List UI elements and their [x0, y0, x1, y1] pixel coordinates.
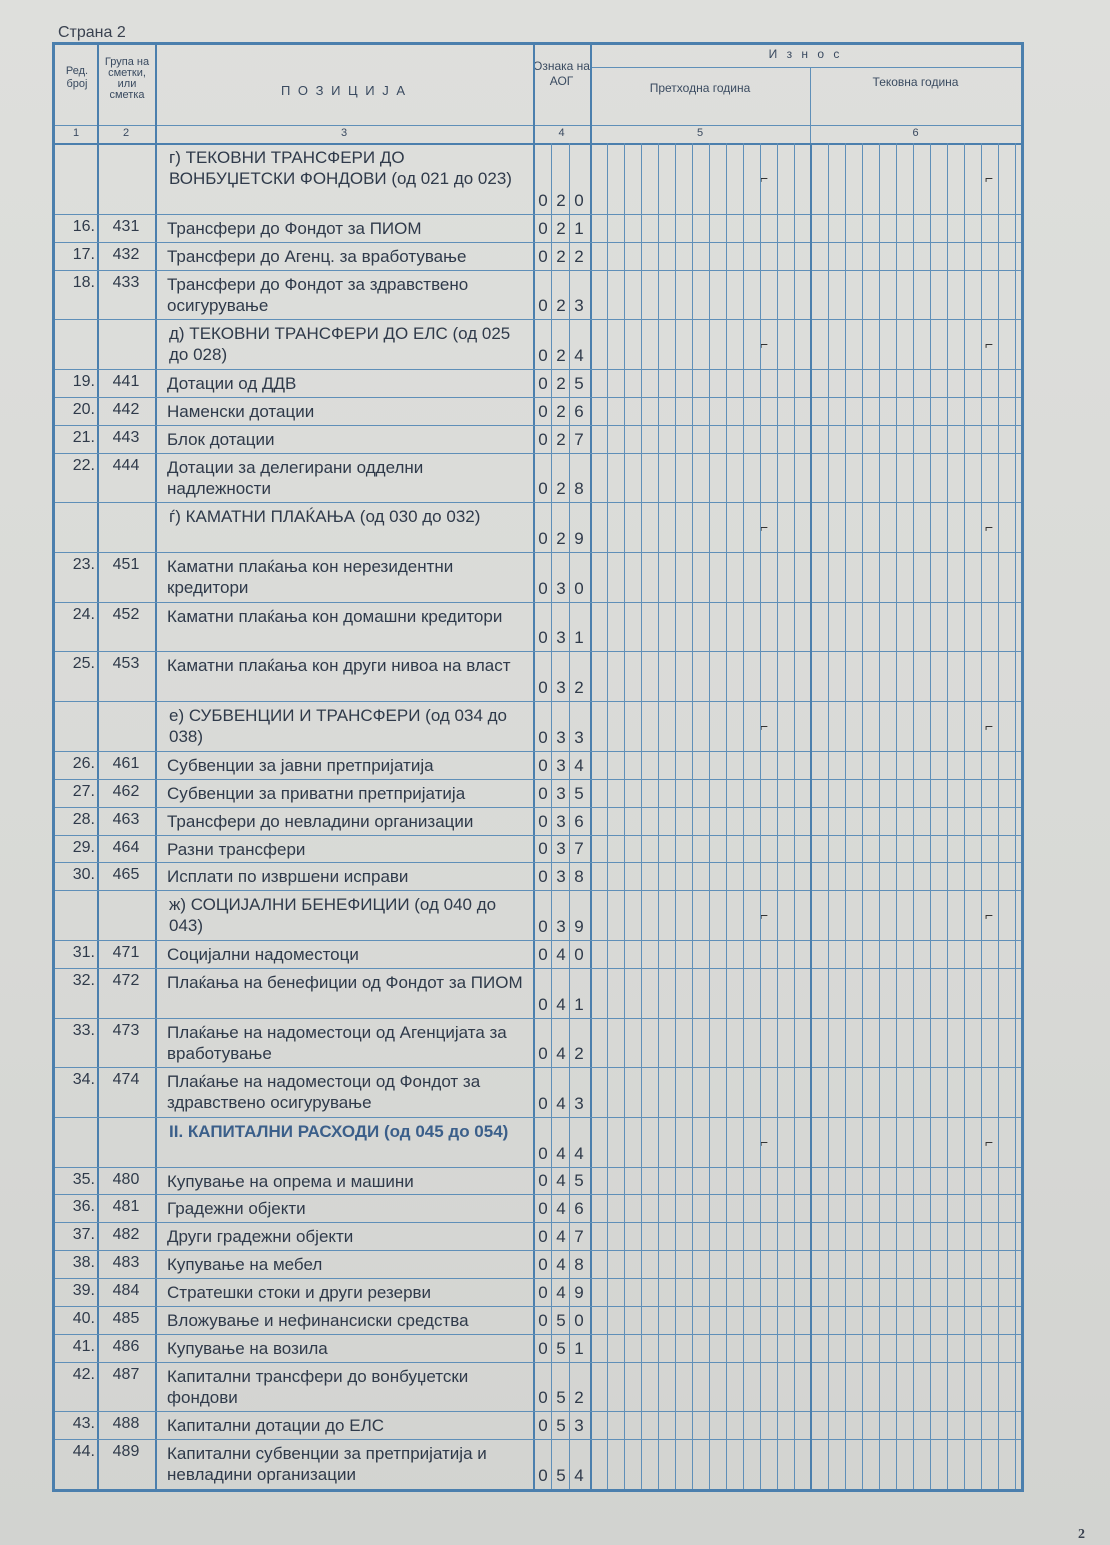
- position-label: Други градежни објекти: [167, 1227, 354, 1247]
- aog-digit: 0: [538, 246, 548, 266]
- row-divider: [55, 552, 1021, 553]
- aog-digit: 9: [574, 916, 584, 936]
- aog-digit: 3: [556, 628, 566, 648]
- row-divider: [55, 1018, 1021, 1019]
- position-label: Наменски дотации: [167, 401, 315, 421]
- aog-digit: 0: [538, 373, 548, 393]
- aog-digit: 2: [574, 246, 584, 266]
- aog-digit: 2: [574, 1388, 584, 1408]
- position-label: Купување на возила: [167, 1338, 328, 1358]
- column-divider: [155, 45, 157, 1489]
- header-tekovna: Тековна година: [872, 75, 959, 89]
- account-group: 487: [112, 1365, 140, 1383]
- row-divider: [55, 1362, 1021, 1363]
- amount-digit-divider: [743, 143, 744, 1489]
- aog-digit: 2: [556, 218, 566, 238]
- aog-digit: 3: [574, 727, 584, 747]
- row-divider: [55, 1278, 1021, 1279]
- aog-digit: 0: [538, 479, 548, 499]
- position-label: Субвенции за приватни претпријатија: [167, 783, 466, 803]
- amount-mark: ⌐: [760, 718, 769, 734]
- aog-digit: 9: [574, 529, 584, 549]
- aog-digit: 0: [538, 994, 548, 1014]
- aog-digit: 4: [556, 1199, 566, 1219]
- row-number: 33.: [72, 1021, 95, 1039]
- account-group: 486: [112, 1337, 140, 1355]
- account-group: 485: [112, 1309, 140, 1327]
- account-group: 488: [112, 1415, 140, 1433]
- row-number: 28.: [72, 810, 95, 828]
- aog-digit: 3: [556, 811, 566, 831]
- aog-digit: 0: [538, 628, 548, 648]
- row-divider: [55, 397, 1021, 398]
- position-label: Капитални трансфери до вонбуџетски фондови: [167, 1366, 469, 1407]
- position-label: Дотации за делегирани одделни надлежности: [167, 457, 424, 498]
- account-group: 441: [112, 373, 140, 391]
- row-divider: [55, 1067, 1021, 1068]
- account-group: 433: [112, 273, 140, 291]
- aog-digit: 6: [574, 401, 584, 421]
- account-group: 484: [112, 1282, 140, 1300]
- amount-mark: ⌐: [760, 336, 769, 353]
- row-divider: [55, 1222, 1021, 1223]
- aog-digit: 0: [574, 190, 584, 210]
- aog-digit: 5: [574, 1171, 584, 1191]
- amount-digit-divider: [726, 143, 727, 1489]
- row-number: 42.: [72, 1365, 95, 1383]
- account-group: 452: [112, 605, 140, 623]
- position-label: Каматни плаќања кон домашни кредитори: [167, 606, 503, 626]
- aog-digit: 4: [574, 755, 584, 775]
- row-number: 25.: [72, 655, 95, 673]
- aog-digit: 1: [574, 994, 584, 1014]
- position-label: Блок дотации: [167, 429, 275, 449]
- aog-digit: 2: [556, 479, 566, 499]
- row-divider: [55, 502, 1021, 503]
- amount-digit-divider: [913, 143, 914, 1489]
- aog-digit: 3: [556, 755, 566, 775]
- aog-digit: 0: [538, 429, 548, 449]
- row-number: 20.: [72, 400, 95, 418]
- row-divider: [55, 369, 1021, 370]
- aog-digit: 0: [538, 755, 548, 775]
- aog-digit: 3: [574, 296, 584, 316]
- account-group: 443: [112, 428, 140, 446]
- aog-digit: 0: [538, 811, 548, 831]
- aog-digit: 4: [556, 1255, 566, 1275]
- amount-mark: ⌐: [985, 170, 994, 187]
- row-divider: [55, 751, 1021, 752]
- position-label: Социјални надоместоци: [167, 944, 359, 964]
- position-label: Капитални субвенции за претпријатија и невладини организации: [167, 1444, 487, 1485]
- account-group: 444: [112, 456, 140, 474]
- amount-digit-divider: [964, 143, 965, 1489]
- row-number: 18.: [72, 273, 95, 291]
- aog-digit: 6: [574, 1199, 584, 1219]
- aog-digit: 4: [556, 1282, 566, 1302]
- header-oznaka: Ознака на АОГ: [533, 59, 590, 88]
- position-label: Стратешки стоки и други резерви: [167, 1283, 432, 1303]
- aog-digit: 9: [574, 1282, 584, 1302]
- amount-digit-divider: [930, 143, 931, 1489]
- section-heading: г) ТЕКОВНИ ТРАНСФЕРИ ДО ВОНБУЏЕТСКИ ФОНДОВИ (од 021 до 023): [169, 148, 512, 188]
- row-divider: [55, 807, 1021, 808]
- year-divider-header: [810, 67, 811, 143]
- aog-digit: 0: [538, 783, 548, 803]
- column-number-2: 2: [122, 127, 130, 139]
- amount-digit-divider: [947, 143, 948, 1489]
- amount-digit-divider: [641, 143, 642, 1489]
- position-label: Купување на мебел: [167, 1255, 323, 1275]
- row-number: 26.: [72, 754, 95, 772]
- account-group: 472: [112, 971, 140, 989]
- aog-digit: 4: [556, 994, 566, 1014]
- account-group: 489: [112, 1443, 140, 1461]
- column-number-3: 3: [340, 127, 348, 139]
- amount-digit-divider: [998, 143, 999, 1489]
- aog-digit: 0: [538, 678, 548, 698]
- amount-digit-divider: [896, 143, 897, 1489]
- position-label: Каматни плаќања кон нерезидентни кредитори: [167, 557, 454, 598]
- row-divider: [55, 425, 1021, 426]
- row-divider: [55, 779, 1021, 780]
- aog-digit: 0: [538, 839, 548, 859]
- aog-digit: 3: [574, 1093, 584, 1113]
- aog-digit: 7: [574, 429, 584, 449]
- row-number: 44.: [72, 1443, 95, 1461]
- aog-digit: 0: [538, 1416, 548, 1436]
- row-divider: [55, 1194, 1021, 1195]
- position-label: Трансфери до Агенц. за вработување: [167, 246, 467, 266]
- aog-digit: 0: [538, 218, 548, 238]
- amount-digit-divider: [794, 143, 795, 1489]
- aog-digit: 2: [574, 678, 584, 698]
- position-label: Капитални дотации до ЕЛС: [167, 1416, 385, 1436]
- header-grupa: Група на сметки, или сметка: [104, 56, 150, 101]
- aog-digit: 4: [556, 944, 566, 964]
- aog-digit: 2: [556, 190, 566, 210]
- aog-digit: 5: [574, 373, 584, 393]
- aog-digit: 0: [538, 1044, 548, 1064]
- account-group: 471: [112, 943, 140, 961]
- row-divider: [55, 1167, 1021, 1168]
- position-label: Плаќања на бенефиции од Фондот за ПИОМ: [167, 972, 523, 992]
- row-number: 19.: [72, 373, 95, 391]
- row-divider: [55, 270, 1021, 271]
- aog-digit: 6: [574, 811, 584, 831]
- aog-digit: 2: [556, 246, 566, 266]
- amount-mark: ⌐: [760, 907, 769, 924]
- row-number: 37.: [72, 1226, 95, 1244]
- amount-digit-divider: [879, 143, 880, 1489]
- row-number: 24.: [72, 605, 95, 623]
- section-heading: ѓ) КАМАТНИ ПЛАЌАЊА (од 030 до 032): [169, 507, 481, 527]
- aog-digit: 0: [538, 529, 548, 549]
- amount-digit-divider: [675, 143, 676, 1489]
- position-label: Трансфери до Фондот за ПИОМ: [167, 218, 422, 238]
- account-group: 483: [112, 1254, 140, 1272]
- account-group: 464: [112, 838, 140, 856]
- page-label: Страна 2: [58, 24, 126, 41]
- row-number: 32.: [72, 971, 95, 989]
- row-divider: [55, 319, 1021, 320]
- amount-digit-divider: [845, 143, 846, 1489]
- row-number: 43.: [72, 1415, 95, 1433]
- aog-digit: 8: [574, 867, 584, 887]
- aog-digit: 0: [538, 1282, 548, 1302]
- aog-digit: 5: [556, 1416, 566, 1436]
- aog-digit: 4: [574, 1466, 584, 1485]
- header-number-divider: [55, 125, 1021, 126]
- aog-digit: 0: [538, 1227, 548, 1247]
- row-divider: [55, 1250, 1021, 1251]
- row-divider: [55, 968, 1021, 969]
- amount-digit-divider: [692, 143, 693, 1489]
- aog-digit: 0: [538, 916, 548, 936]
- page-number: 2: [1078, 1527, 1085, 1542]
- amount-digit-divider: [624, 143, 625, 1489]
- position-label: Дотации од ДДВ: [167, 374, 297, 394]
- account-group: 482: [112, 1226, 140, 1244]
- aog-digit: 2: [556, 529, 566, 549]
- aog-digit: 0: [538, 1199, 548, 1219]
- amount-digit-divider: [1015, 143, 1016, 1489]
- position-label: Трансфери до Фондот за здравствено осигурување: [167, 274, 469, 315]
- account-group: 461: [112, 754, 140, 772]
- aog-digit: 3: [574, 1416, 584, 1436]
- header-iznos: И з н о с: [768, 47, 843, 61]
- aog-digit: 2: [556, 373, 566, 393]
- aog-digit: 0: [538, 296, 548, 316]
- row-divider: [55, 835, 1021, 836]
- row-number: 38.: [72, 1254, 95, 1272]
- aog-digit: 0: [538, 1338, 548, 1358]
- aog-digit: 0: [538, 401, 548, 421]
- section-heading: II. КАПИТАЛНИ РАСХОДИ (од 045 до 054): [169, 1121, 509, 1141]
- aog-digit: 7: [574, 839, 584, 859]
- position-label: Исплати по извршени исправи: [167, 867, 409, 887]
- year-divider: [810, 143, 812, 1489]
- row-divider: [55, 453, 1021, 454]
- amount-digit-divider: [760, 143, 761, 1489]
- position-label: Субвенции за јавни претпријатија: [167, 755, 434, 775]
- aog-digit: 3: [556, 678, 566, 698]
- account-group: 481: [112, 1198, 140, 1216]
- aog-digit: 0: [538, 578, 548, 598]
- amount-mark: ⌐: [985, 718, 994, 734]
- aog-digit: 0: [538, 1310, 548, 1330]
- aog-digit: 0: [538, 346, 548, 366]
- section-heading: е) СУБВЕНЦИИ И ТРАНСФЕРИ (од 034 до 038): [169, 706, 508, 747]
- position-label: Трансфери до невладини организации: [167, 811, 474, 831]
- header-red-broj: Ред. број: [65, 65, 89, 90]
- amount-mark: ⌐: [985, 336, 994, 353]
- header-pozicija: П О З И Ц И Ј А: [280, 83, 408, 98]
- aog-digit: 4: [556, 1171, 566, 1191]
- account-group: 463: [112, 810, 140, 828]
- position-label: Купување на опрема и машини: [167, 1171, 414, 1191]
- row-number: 27.: [72, 782, 95, 800]
- aog-digit: 0: [538, 1466, 548, 1485]
- aog-digit-divider: [551, 143, 552, 1489]
- row-number: 16.: [72, 217, 95, 235]
- aog-digit: 3: [556, 578, 566, 598]
- row-number: 23.: [72, 556, 95, 574]
- aog-digit: 5: [556, 1338, 566, 1358]
- amount-mark: ⌐: [985, 1133, 994, 1150]
- account-group: 473: [112, 1021, 140, 1039]
- aog-digit: 0: [538, 1171, 548, 1191]
- amount-mark: ⌐: [985, 907, 994, 924]
- row-divider: [55, 1411, 1021, 1412]
- aog-digit: 2: [556, 429, 566, 449]
- aog-digit: 0: [538, 190, 548, 210]
- column-number-5: 5: [696, 127, 704, 139]
- section-heading: ж) СОЦИЈАЛНИ БЕНЕФИЦИИ (од 040 до 043): [169, 895, 497, 936]
- account-group: 480: [112, 1170, 140, 1188]
- amount-digit-divider: [658, 143, 659, 1489]
- aog-digit: 7: [574, 1227, 584, 1247]
- position-label: Плаќање на надоместоци од Фондот за здравствено осигурување: [167, 1072, 481, 1113]
- account-group: 451: [112, 556, 140, 574]
- aog-digit-divider: [569, 143, 570, 1489]
- row-divider: [55, 602, 1021, 603]
- aog-digit: 8: [574, 479, 584, 499]
- row-divider: [55, 1117, 1021, 1118]
- aog-digit: 0: [538, 1093, 548, 1113]
- aog-digit: 4: [556, 1227, 566, 1247]
- aog-digit: 0: [574, 1310, 584, 1330]
- aog-digit: 1: [574, 628, 584, 648]
- row-number: 36.: [72, 1198, 95, 1216]
- account-group: 432: [112, 245, 140, 263]
- aog-digit: 3: [556, 916, 566, 936]
- row-divider: [55, 242, 1021, 243]
- amount-digit-divider: [828, 143, 829, 1489]
- account-group: 462: [112, 782, 140, 800]
- amount-mark: ⌐: [760, 1133, 769, 1150]
- account-group: 465: [112, 866, 140, 884]
- amount-mark: ⌐: [985, 519, 994, 536]
- aog-digit: 4: [556, 1143, 566, 1163]
- aog-digit: 5: [574, 783, 584, 803]
- row-number: 17.: [72, 245, 95, 263]
- aog-digit: 3: [556, 783, 566, 803]
- position-label: Градежни објекти: [167, 1199, 306, 1219]
- amount-digit-divider: [709, 143, 710, 1489]
- header-prethodna: Претходна година: [649, 81, 751, 95]
- aog-digit: 3: [556, 867, 566, 887]
- row-number: 34.: [72, 1071, 95, 1089]
- row-number: 39.: [72, 1282, 95, 1300]
- aog-digit: 4: [556, 1044, 566, 1064]
- aog-digit: 2: [556, 296, 566, 316]
- iznos-divider: [590, 67, 1021, 68]
- section-heading: д) ТЕКОВНИ ТРАНСФЕРИ ДО ЕЛС (од 025 до 028): [169, 324, 511, 365]
- expense-form-table: [52, 42, 1024, 1492]
- amount-digit-divider: [607, 143, 608, 1489]
- row-number: 35.: [72, 1170, 95, 1188]
- aog-digit: 1: [574, 1338, 584, 1358]
- aog-digit: 5: [556, 1466, 566, 1485]
- column-divider: [590, 45, 592, 1489]
- row-number: 40.: [72, 1309, 95, 1327]
- amount-digit-divider: [777, 143, 778, 1489]
- column-number-1: 1: [72, 127, 80, 139]
- aog-digit: 0: [538, 1143, 548, 1163]
- aog-digit: 0: [538, 944, 548, 964]
- position-label: Плаќање на надоместоци од Агенцијата за вработување: [167, 1022, 507, 1063]
- row-divider: [55, 1306, 1021, 1307]
- aog-digit: 0: [538, 1255, 548, 1275]
- row-divider: [55, 862, 1021, 863]
- aog-digit: 0: [574, 944, 584, 964]
- column-number-6: 6: [912, 127, 919, 139]
- row-number: 22.: [72, 456, 95, 474]
- row-number: 29.: [72, 838, 95, 856]
- position-label: Каматни плаќања кон други нивоа на власт: [167, 656, 511, 676]
- column-number-4: 4: [558, 127, 565, 139]
- row-divider: [55, 940, 1021, 941]
- row-divider: [55, 651, 1021, 652]
- aog-digit: 4: [574, 346, 584, 366]
- row-number: 30.: [72, 866, 95, 884]
- position-label: Разни трансфери: [167, 839, 306, 859]
- row-divider: [55, 1439, 1021, 1440]
- aog-digit: 4: [574, 1143, 584, 1163]
- amount-mark: ⌐: [760, 170, 769, 187]
- aog-digit: 8: [574, 1255, 584, 1275]
- row-divider: [55, 214, 1021, 215]
- aog-digit: 5: [556, 1310, 566, 1330]
- row-divider: [55, 890, 1021, 891]
- amount-mark: ⌐: [760, 519, 769, 536]
- amount-digit-divider: [981, 143, 982, 1489]
- row-number: 31.: [72, 943, 95, 961]
- aog-digit: 1: [574, 218, 584, 238]
- aog-digit: 2: [556, 401, 566, 421]
- aog-digit: 2: [556, 346, 566, 366]
- position-label: Вложување и нефинансиски средства: [167, 1310, 469, 1330]
- account-group: 474: [112, 1071, 140, 1089]
- aog-digit: 5: [556, 1388, 566, 1408]
- account-group: 453: [112, 655, 140, 673]
- row-number: 21.: [72, 428, 95, 446]
- row-divider: [55, 1334, 1021, 1335]
- amount-digit-divider: [862, 143, 863, 1489]
- header-bottom-line: [55, 143, 1021, 145]
- row-divider: [55, 701, 1021, 702]
- aog-digit: 3: [556, 727, 566, 747]
- aog-digit: 3: [556, 839, 566, 859]
- aog-digit: 0: [574, 578, 584, 598]
- aog-digit: 0: [538, 1388, 548, 1408]
- account-group: 442: [112, 400, 140, 418]
- aog-digit: 0: [538, 727, 548, 747]
- aog-digit: 2: [574, 1044, 584, 1064]
- aog-digit: 0: [538, 867, 548, 887]
- row-number: 41.: [72, 1337, 95, 1355]
- account-group: 431: [112, 217, 140, 235]
- aog-digit: 4: [556, 1093, 566, 1113]
